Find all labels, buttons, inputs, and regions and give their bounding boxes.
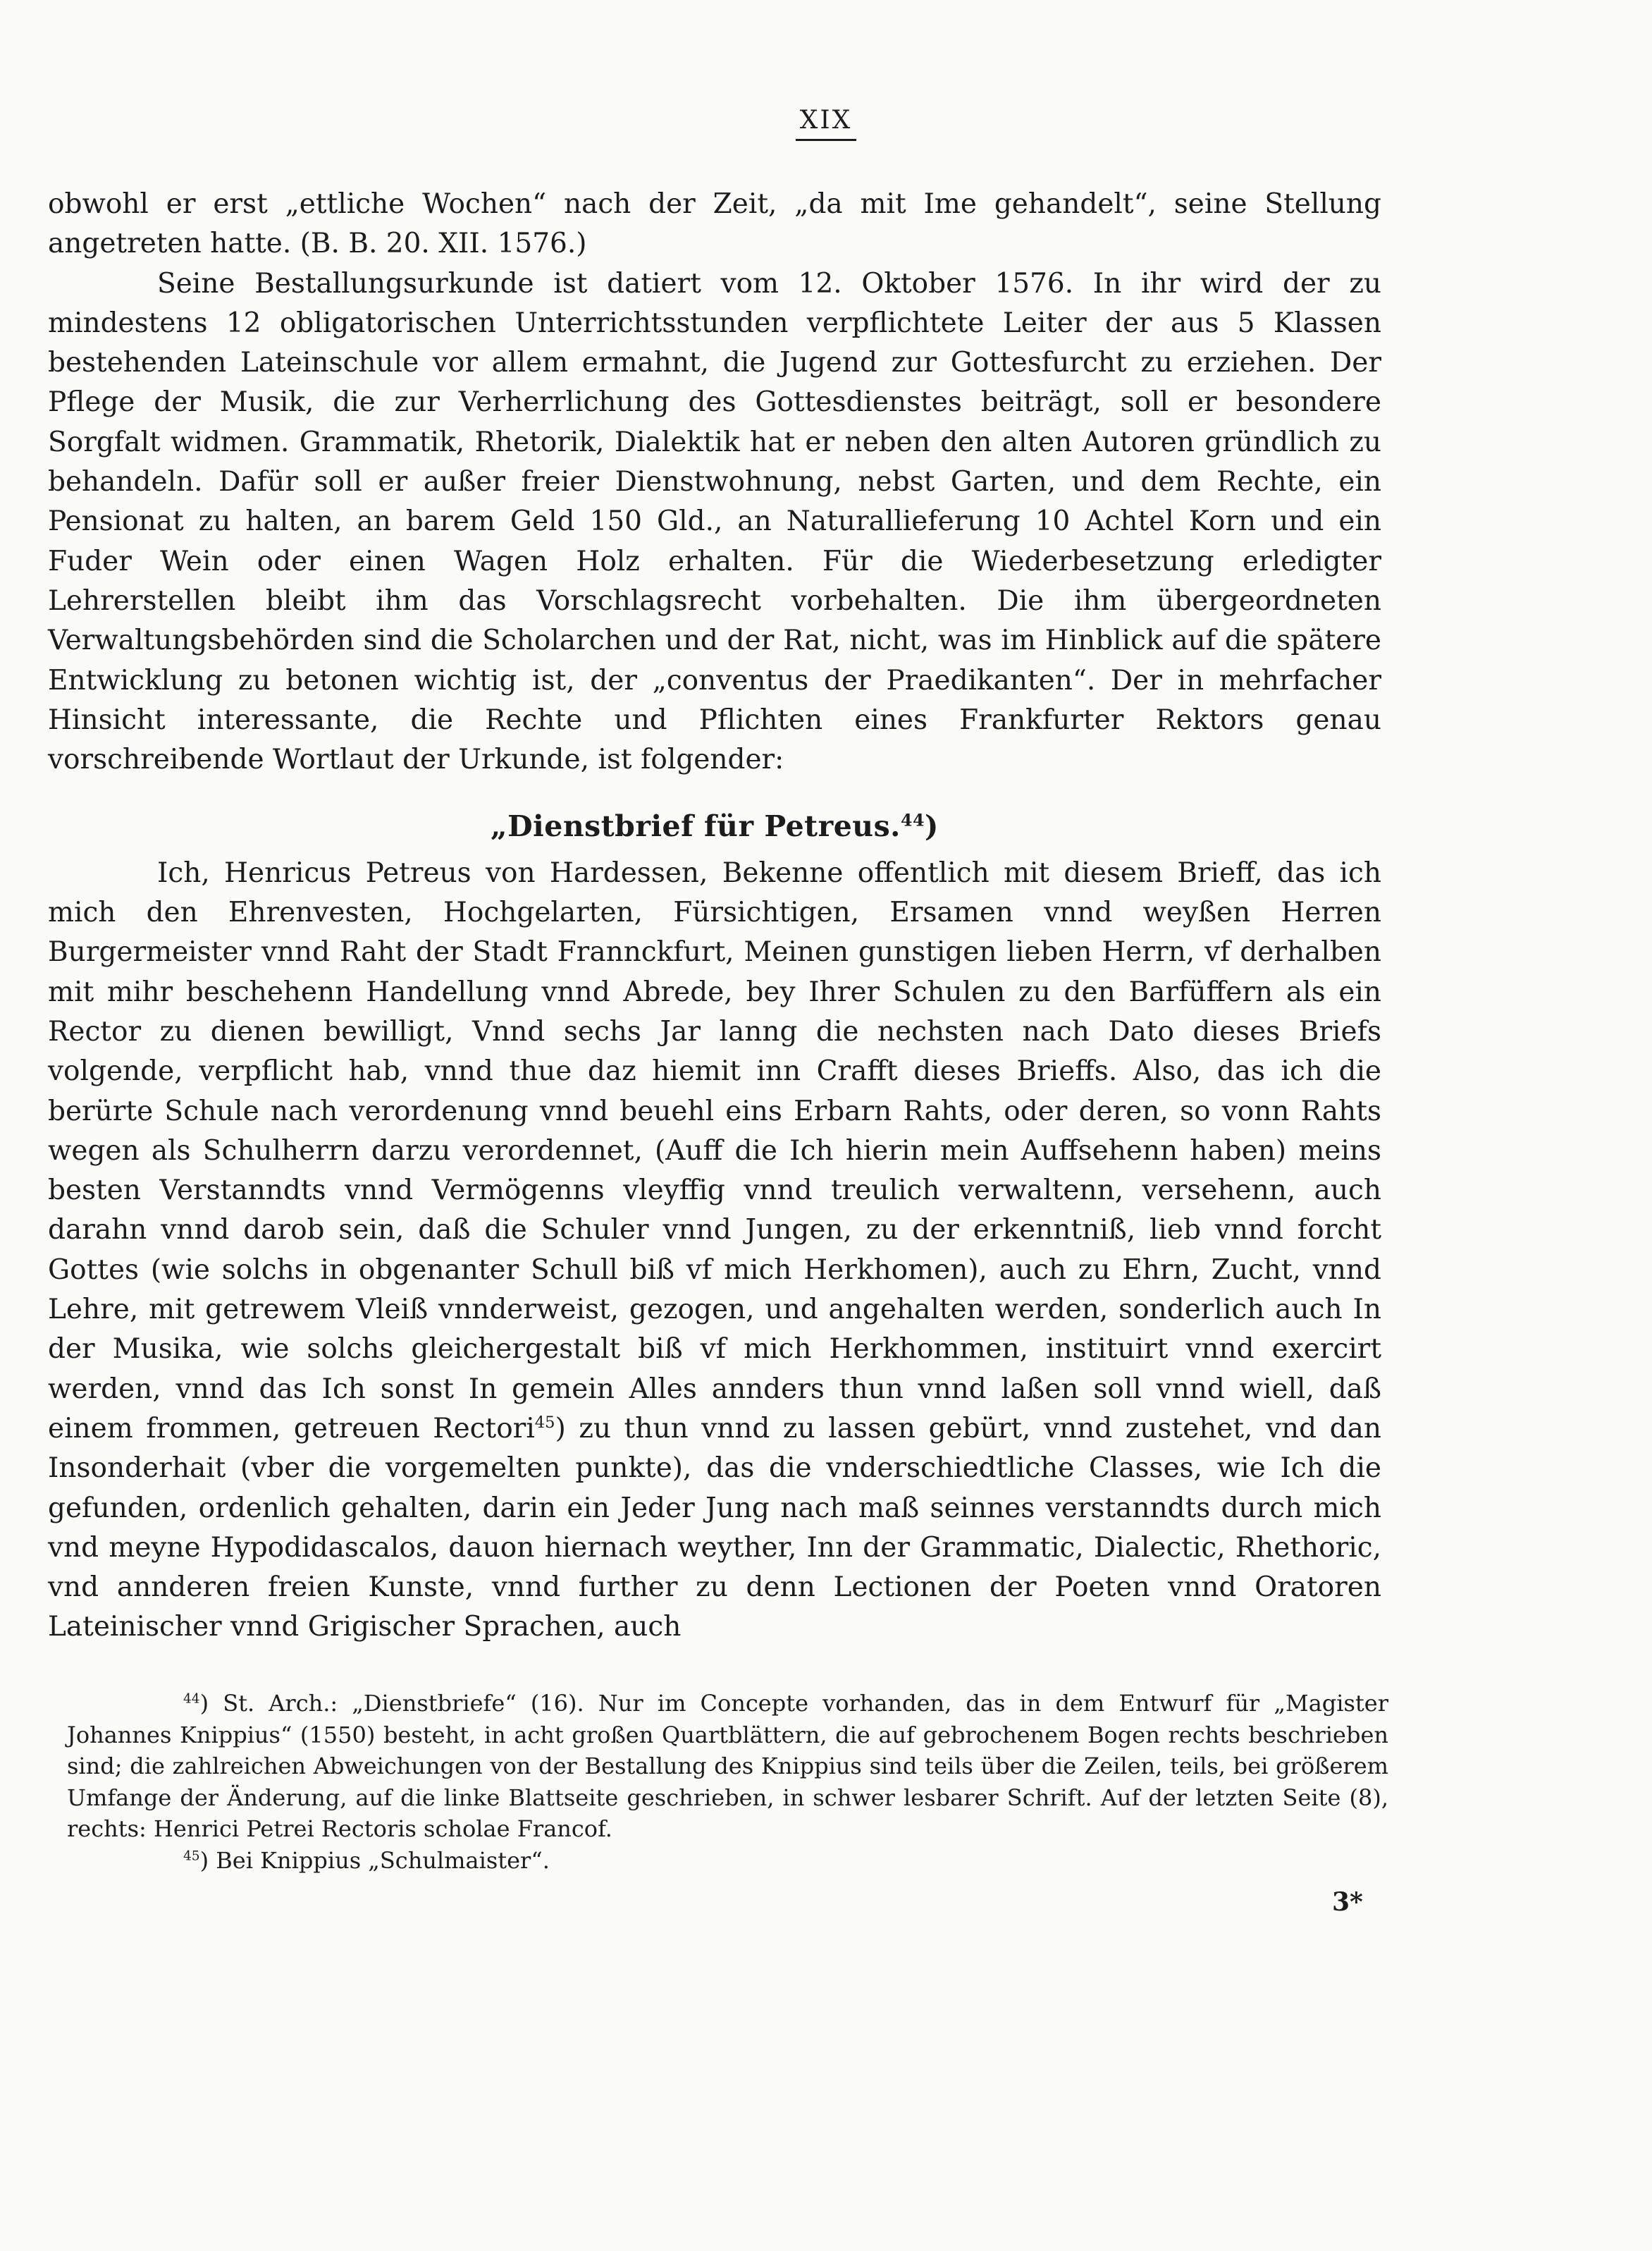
dienstbrief-text-part2: ) zu thun vnnd zu lassen gebürt, vnnd zustehet, vnd dan Insonderhait (vber die vorgemelten punkte), das die vnderschiedtliche Classes, wie Ich die gefunden, ordenlich gehalten, darin ein Jeder Jung nach maß seinnes verstanndts durch mich vnd meyne Hypodidascalos, dauon hiernach weyther, Inn der Grammatic, Dialectic, Rhethoric, vnd annderen freien Kunste, vnnd further zu denn Lectionen der Poeten vnnd Oratoren Lateinischer vnnd Grigischer Sprachen, auch [48,1412,1381,1643]
footnote-45-number: 45 [183,1848,200,1863]
page-header [0,106,1652,141]
signature-mark: 3* [1332,1887,1363,1917]
footnote-44-text: ) St. Arch.: „Dienstbriefe“ (16). Nur im Concepte vorhanden, das in dem Entwurf für „Magister Johannes Knippius“ (1550) besteht, in acht großen Quartblättern, die auf gebrochenem Bogen rechts beschrieben sind; die zahlreichen Abweichungen von der Bestallung des Knippius sind teils über die Zeilen, teils, bei größerem Umfange der Änderung, auf die linke Blattseite geschrieben, in schwer lesbarer Schrift. Auf der letzten Seite (8), rechts: Henrici Petrei Rectoris scholae Francof. [67,1690,1388,1842]
footnote-ref-45: 45 [534,1413,555,1432]
main-text [48,185,1381,1648]
page-number: XIX [796,106,856,141]
paragraph-dienstbrief [48,854,1381,1648]
footnote-ref-44: 44 [900,810,925,830]
section-title-text: „Dienstbrief für Petreus. [491,809,901,844]
footnote-44 [67,1688,1388,1845]
paragraph-continuation: obwohl er erst „ettliche Wochen“ nach der Zeit, „da mit Ime gehandelt“, seine Stellung angetreten hatte. (B. B. 20. XII. 1576.) [48,188,1381,260]
footnote-45 [67,1845,1388,1877]
section-title-close: ) [925,809,939,844]
footnotes [67,1688,1388,1876]
dienstbrief-text-part1: Ich, Henricus Petreus von Hardessen, Bekenne offentlich mit diesem Brieff, das ich mich den Ehrenvesten, Hochgelarten, Fürsichtigen, Ersamen vnnd weyßen Herren Burgermeister vnnd Raht der Stadt Frannckfurt, Meinen gunstigen lieben Herrn, vf derhalben mit mihr beschehenn Handellung vnnd Abrede, bey Ihrer Schulen zu den Barfüffern als ein Rector zu dienen bewilligt, Vnnd sechs Jar lanng die nechsten nach Dato dieses Briefs volgende, verpflicht hab, vnnd thue daz hiemit inn Crafft dieses Brieffs. Also, das ich die berürte Schule nach verordenung vnnd beuehl eins Erbarn Rahts, oder deren, so vonn Rahts wegen als Schulherrn darzu verordennet, (Auff die Ich hierin mein Auffsehenn haben) meins besten Verstanndts vnnd Vermögenns vleyffig vnnd treulich verwaltenn, versehenn, auch darahn vnnd darob sein, daß die Schuler vnnd Jungen, zu der erkenntniß, lieb vnnd forcht Gottes (wie solchs in obgenanter Schull biß vf mich Herkhomen), auch zu Ehrn, Zucht, vnnd Lehre, mit getrewem Vleiß vnnderweist, gezogen, und angehalten werden, sonderlich auch In der Musika, wie solchs gleichergestalt biß vf mich Herkhommen, instituirt vnnd exercirt werden, vnnd das Ich sonst In gemein Alles annders thun vnnd laßen soll vnnd wiell, daß einem frommen, getreuen Rectori [48,857,1381,1445]
footnote-44-number: 44 [183,1691,200,1707]
footnote-45-text: ) Bei Knippius „Schulmaister“. [199,1846,550,1874]
paragraph-bestallung: Seine Bestallungsurkunde ist datiert vom 12. Oktober 1576. In ihr wird der zu mindestens 12 obligatorischen Unterrichtsstunden verpflichtete Leiter der aus 5 Klassen bestehenden Lateinschule vor allem ermahnt, die Jugend zur Gottesfurcht zu erziehen. Der Pflege der Musik, die zur Verherrlichung des Gottesdienstes beiträgt, soll er besondere Sorgfalt widmen. Grammatik, Rhetorik, Dialektik hat er neben den alten Autoren gründlich zu behandeln. Dafür soll er außer freier Dienstwohnung, nebst Garten, und dem Rechte, ein Pensionat zu halten, an barem Geld 150 Gld., an Naturallieferung 10 Achtel Korn und ein Fuder Wein oder einen Wagen Holz erhalten. Für die Wiederbesetzung erledigter Lehrerstellen bleibt ihm das Vorschlagsrecht vorbehalten. Die ihm übergeordneten Verwaltungsbehörden sind die Scholarchen und der Rat, nicht, was im Hinblick auf die spätere Entwicklung zu betonen wichtig ist, der „conventus der Praedikanten“. Der in mehrfacher Hinsicht interessante, die Rechte und Pflichten eines Frankfurter Rektors genau vorschreibende Wortlaut der Urkunde, ist folgender: [48,267,1381,776]
section-title [48,806,1381,846]
